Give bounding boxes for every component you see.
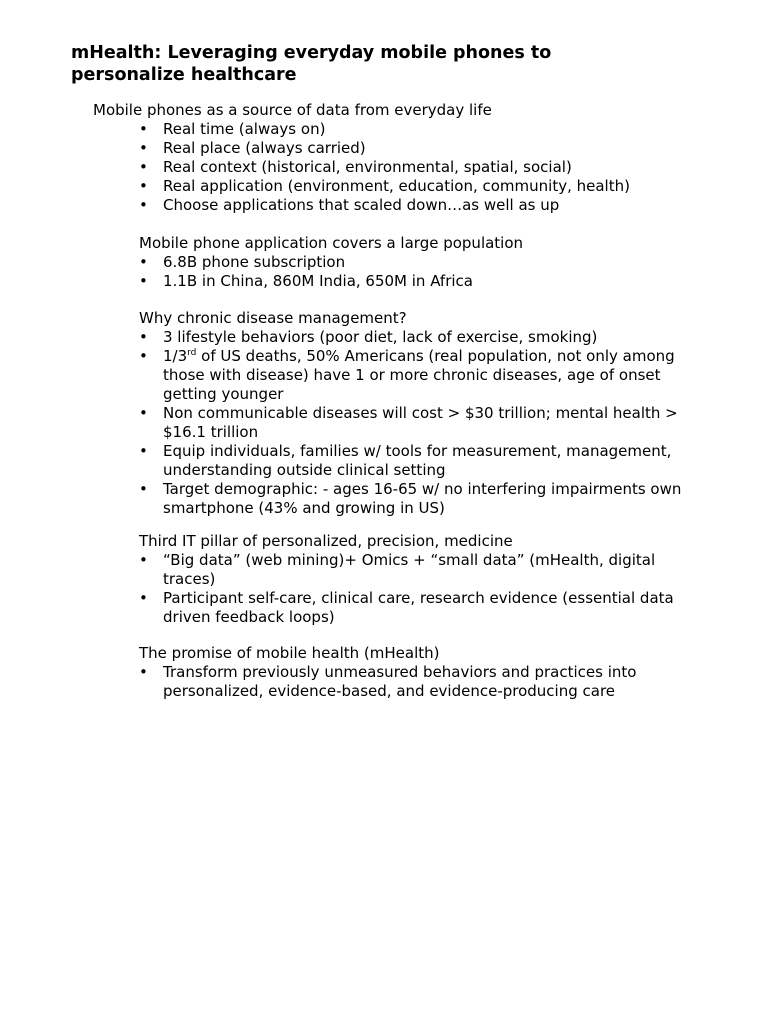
list-item <box>139 551 699 589</box>
bullet-icon: • <box>139 442 148 460</box>
list-item-text: “Big data” (web mining)+ Omics + “small data” (mHealth, digital traces) <box>163 551 656 588</box>
bullet-icon: • <box>139 551 148 569</box>
section-chronic-disease <box>139 309 699 518</box>
list-item <box>139 442 699 480</box>
bullet-icon: • <box>139 347 148 365</box>
list-item-text: of US deaths, 50% Americans (real population, not only among those with disease) have 1 or more chronic diseases, age of onset getting younger <box>163 347 675 403</box>
bullet-icon: • <box>139 480 148 498</box>
section-mhealth-promise <box>139 644 699 701</box>
list-item <box>139 120 713 139</box>
list-item-text: 3 lifestyle behaviors (poor diet, lack of exercise, smoking) <box>163 328 598 346</box>
list-item <box>139 347 699 404</box>
document-title <box>71 42 711 86</box>
section-data-sources <box>93 101 713 215</box>
list-item <box>139 663 699 701</box>
section-heading: The promise of mobile health (mHealth) <box>139 644 440 662</box>
list-item-text: Target demographic: - ages 16-65 w/ no interfering impairments own smartphone (43% and growing in US) <box>163 480 682 517</box>
list-item <box>139 328 699 347</box>
bullet-icon: • <box>139 404 148 422</box>
title-line-1: mHealth: Leveraging everyday mobile phones to <box>71 43 552 63</box>
section-heading: Mobile phones as a source of data from everyday life <box>93 101 492 119</box>
list-item <box>139 480 699 518</box>
bullet-icon: • <box>139 253 148 271</box>
section-population <box>139 234 699 291</box>
fraction-text: 1/3 <box>163 347 188 365</box>
list-item <box>139 139 713 158</box>
bullet-icon: • <box>139 328 148 346</box>
list-item <box>139 589 699 627</box>
list-item-text: Equip individuals, families w/ tools for measurement, management, understanding outside clinical setting <box>163 442 672 479</box>
list-item-text: 1.1B in China, 860M India, 650M in Africa <box>163 272 473 290</box>
bullet-icon: • <box>139 120 148 138</box>
bullet-list <box>139 663 699 701</box>
list-item-text: Real context (historical, environmental, spatial, social) <box>163 158 572 176</box>
bullet-icon: • <box>139 139 148 157</box>
superscript-text: rd <box>187 348 197 358</box>
list-item-text: Choose applications that scaled down…as well as up <box>163 196 560 214</box>
section-heading: Third IT pillar of personalized, precision, medicine <box>139 532 513 550</box>
list-item-text: Transform previously unmeasured behaviors and practices into personalized, evidence-based, and evidence-producing care <box>163 663 637 700</box>
title-line-2: personalize healthcare <box>71 65 297 85</box>
list-item-text: Participant self-care, clinical care, research evidence (essential data driven feedback loops) <box>163 589 674 626</box>
list-item <box>139 404 699 442</box>
section-heading: Mobile phone application covers a large population <box>139 234 524 252</box>
list-item <box>139 253 699 272</box>
bullet-icon: • <box>139 177 148 195</box>
section-it-pillar <box>139 532 699 627</box>
list-item-text: Non communicable diseases will cost > $30 trillion; mental health > $16.1 trillion <box>163 404 678 441</box>
list-item-text: 6.8B phone subscription <box>163 253 346 271</box>
bullet-icon: • <box>139 196 148 214</box>
bullet-icon: • <box>139 589 148 607</box>
bullet-icon: • <box>139 272 148 290</box>
section-heading: Why chronic disease management? <box>139 309 407 327</box>
list-item <box>139 272 699 291</box>
bullet-list <box>139 120 713 215</box>
bullet-icon: • <box>139 158 148 176</box>
list-item <box>139 158 713 177</box>
list-item-text: Real place (always carried) <box>163 139 366 157</box>
bullet-list <box>139 551 699 627</box>
bullet-list <box>139 328 699 518</box>
bullet-icon: • <box>139 663 148 681</box>
list-item <box>139 196 713 215</box>
bullet-list <box>139 253 699 291</box>
list-item <box>139 177 713 196</box>
list-item-text: Real application (environment, education, community, health) <box>163 177 630 195</box>
list-item-text: Real time (always on) <box>163 120 326 138</box>
